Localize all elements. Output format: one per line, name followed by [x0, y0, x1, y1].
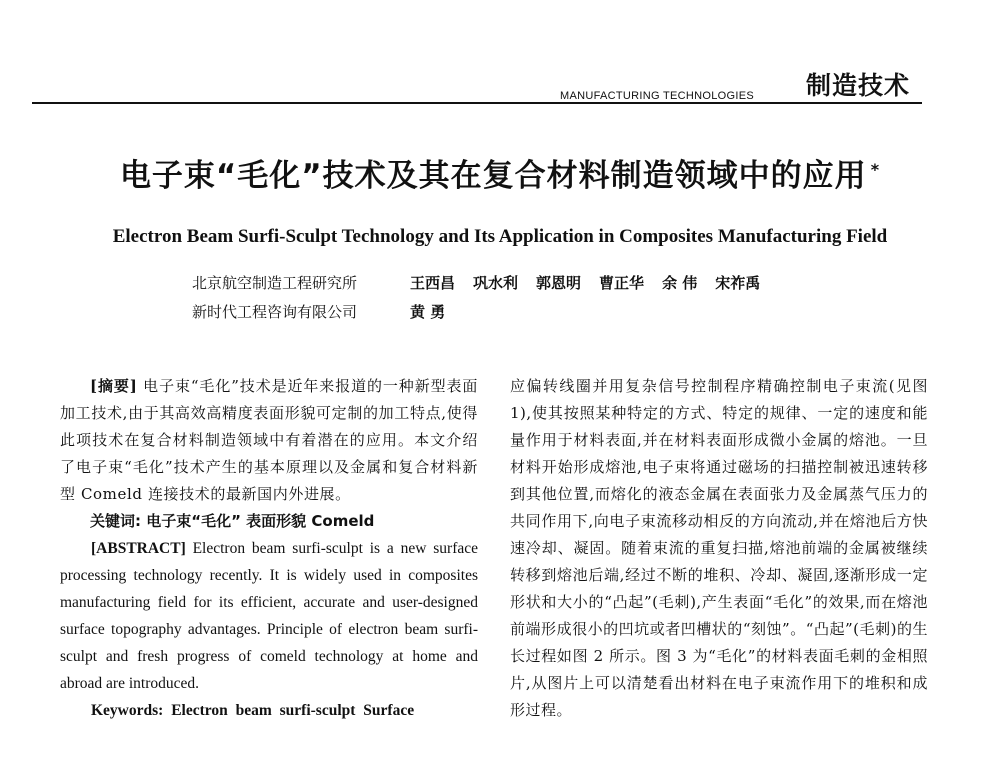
- header-rule: [32, 102, 922, 104]
- paper-title-en: Electron Beam Surfi-Sculpt Technology and Its Application in Composites Manufacturing Field: [112, 226, 888, 247]
- abstract-zh-text: 电子束“毛化”技术是近年来报道的一种新型表面加工技术,由于其高效高精度表面形貌可定制的加工特点,使得此项技术在复合材料制造领域中有着潜在的应用。本文介绍了电子束“毛化”技术产生的基本原理以及金属和复合材料新型 Comeld 连接技术的最新国内外进展。: [60, 377, 478, 503]
- author: 宋祚禹: [715, 274, 761, 292]
- keywords-zh-label: 关键词:: [90, 512, 141, 530]
- author: 王西昌: [410, 274, 456, 292]
- right-column: [510, 373, 928, 724]
- authors-2: [410, 301, 463, 322]
- author: 巩水利: [473, 274, 519, 292]
- keywords-en-terms: Electron beam surfi-sculpt Surface: [171, 702, 415, 719]
- abstract-en-text: Electron beam surfi-sculpt is a new surface processing technology recently. It is widely used in composites manufacturing field for its efficient, accurate and user-designed surface topography advantages. Principle of electron beam surfi-sculpt and fresh progress of comeld technology at home and abroad are introduced.: [60, 540, 479, 692]
- body-text: 应偏转线圈并用复杂信号控制程序精确控制电子束流(见图 1),使其按照某种特定的方式、特定的规律、一定的速度和能量作用于材料表面,并在材料表面形成微小金属的熔池。一旦材料开始形成熔池,电子束将通过磁场的扫描控制被迅速转移到其他位置,而熔化的液态金属在表面张力及金属蒸气压力的共同作用下,向电子束流移动相反的方向流动,并在熔池后方快速冷却、凝固。随着束流的重复扫描,熔池前端的金属被继续转移到熔池后端,经过不断的堆积、冷却、凝固,逐渐形成一定形状和大小的“凸起”(毛刺),产生表面“毛化”的效果,而在熔池前端形成很小的凹坑或者凹槽状的“刻蚀”。“凸起”(毛刺)的生长过程如图 2 所示。图 3 为“毛化”的材料表面毛刺的金相照片,从图片上可以清楚看出材料在电子束流作用下的堆积和成形过程。: [510, 377, 928, 719]
- author: 郭恩明: [536, 274, 582, 292]
- keywords-zh-terms: 电子束“毛化” 表面形貌 Comeld: [146, 512, 375, 530]
- title-zh-text: 电子束“毛化”技术及其在复合材料制造领域中的应用: [119, 158, 867, 194]
- keywords-zh: [60, 508, 478, 535]
- journal-section-en: MANUFACTURING TECHNOLOGIES: [560, 90, 755, 102]
- author: 曹正华: [599, 274, 645, 292]
- keywords-en-label: Keywords:: [91, 702, 164, 719]
- keywords-en: [60, 697, 478, 724]
- left-column: [60, 373, 478, 724]
- abstract-zh: [60, 373, 478, 508]
- abstract-en: [60, 535, 478, 697]
- author: 黄 勇: [410, 303, 446, 321]
- abstract-en-label: [ABSTRACT]: [91, 540, 186, 557]
- paper-title-zh: [0, 150, 1000, 195]
- affiliation-2: 新时代工程咨询有限公司: [192, 303, 358, 321]
- journal-section-zh: 制造技术: [806, 71, 911, 100]
- abstract-zh-label: [摘要]: [90, 377, 138, 395]
- author: 余 伟: [662, 274, 698, 292]
- affiliation-1: 北京航空制造工程研究所: [192, 274, 358, 292]
- title-footnote-mark: *: [870, 159, 881, 179]
- authors-1: [410, 272, 778, 293]
